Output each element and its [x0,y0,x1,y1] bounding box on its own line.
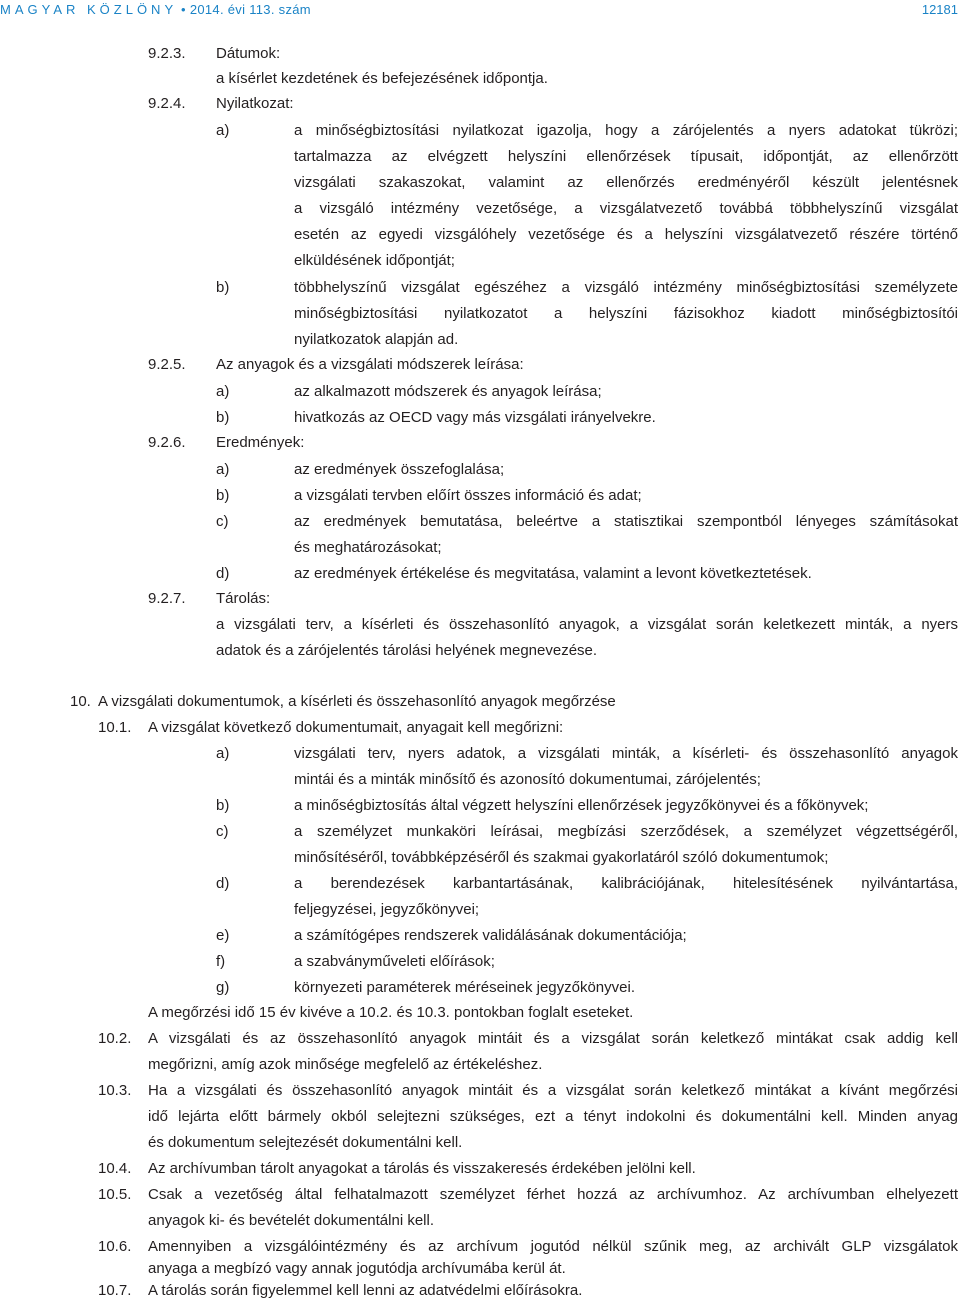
paragraph-line: anyaga a megbízó vagy annak jogutódja archívumába kerül át. [148,1260,566,1277]
paragraph-line: és meghatározásokat; [294,539,442,556]
paragraph-line: a számítógépes rendszerek validálásának dokumentációja; [294,927,687,944]
section-title: Dátumok: [216,45,281,62]
paragraph-line: a minőségbiztosítási nyilatkozat igazolja, hogy a zárójelentés a nyers adatokat tükrözi; [294,122,958,139]
paragraph-line: és dokumentum selejtezését dokumentálni kell. [148,1134,463,1151]
section-number: 10.5. [98,1186,132,1203]
paragraph-line: Ha a vizsgálati és összehasonlító anyagok mintáit és a vizsgálat során keletkező mintákat a kívánt megőrzési [148,1082,958,1099]
paragraph-line: a vizsgálati terv, a kísérleti és összehasonlító anyagok, a vizsgálat során keletkezett minták, a nyers [216,616,958,633]
section-number: 10.2. [98,1030,132,1047]
section-title: A vizsgálati dokumentumok, a kísérleti és összehasonlító anyagok megőrzése [98,693,616,710]
section-number: 10.7. [98,1282,132,1299]
section-number: 9.2.6. [148,434,186,451]
item-marker: c) [216,513,229,530]
note-line: A megőrzési idő 15 év kivéve a 10.2. és 10.3. pontokban foglalt eseteket. [148,1004,634,1021]
paragraph-line: anyagok ki- és bevételét dokumentálni kell. [148,1212,434,1229]
section-number: 9.2.3. [148,45,186,62]
section-number: 10.3. [98,1082,132,1099]
item-marker: a) [216,745,230,762]
paragraph-line: tartalmazza az elvégzett helyszíni ellenőrzések típusait, időpontját, az ellenőrzött [294,148,958,165]
paragraph-line: feljegyzései, jegyzőkönyvei; [294,901,480,918]
paragraph-line: A tárolás során figyelemmel kell lenni az adatvédelmi előírásokra. [148,1282,583,1299]
paragraph-line: a vizsgálati tervben előírt összes információ és adat; [294,487,642,504]
item-marker: d) [216,875,230,892]
section-number: 9.2.7. [148,590,186,607]
paragraph-line: az eredmények értékelése és megvitatása, valamint a levont következtetések. [294,565,812,582]
paragraph-line: többhelyszínű vizsgálat egészéhez a vizsgáló intézmény minőségbiztosítási személyzete [294,279,958,296]
paragraph-line: Csak a vezetőség által felhatalmazott személyzet férhet hozzá az archívumhoz. Az archívumban elhelyezett [148,1186,958,1203]
item-marker: g) [216,979,230,996]
header-bullet: • [181,2,186,17]
paragraph-line: a vizsgáló intézmény vezetősége, a vizsgálatvezető továbbá többhelyszínű vizsgálat [294,200,958,217]
paragraph-line: az eredmények összefoglalása; [294,461,505,478]
item-marker: b) [216,487,230,504]
item-marker: b) [216,279,230,296]
section-title: Tárolás: [216,590,271,607]
journal-title: MAGYAR KÖZLÖNY [0,2,178,17]
item-marker: a) [216,383,230,400]
paragraph-line: az eredmények bemutatása, beleértve a statisztikai szempontból lényeges számításokat [294,513,958,530]
paragraph-line: A vizsgálati és az összehasonlító anyagok mintáit és a vizsgálat során keletkező mintákat csak addig kell [148,1030,958,1047]
page-header [0,0,960,22]
paragraph-line: a kísérlet kezdetének és befejezésének időpontja. [216,70,548,87]
paragraph-line: megőrizni, amíg azok minősége megfelelő az értékeléshez. [148,1056,543,1073]
paragraph-line: mintái és a minták minősítő és azonosító dokumentumai, zárójelentés; [294,771,761,788]
paragraph-line: vizsgálati terv, nyers adatok, a vizsgálati minták, a kísérleti- és összehasonlító anyagok [294,745,958,762]
item-marker: e) [216,927,230,944]
paragraph-line: a berendezések karbantartásának, kalibrációjának, hitelesítésének nyilvántartása, [294,875,958,892]
paragraph-line: a minőségbiztosítás által végzett helyszíni ellenőrzések jegyzőkönyvei és a főkönyvek; [294,797,869,814]
paragraph-line: elküldésének időpontját; [294,252,455,269]
item-marker: c) [216,823,229,840]
issue-label: 2014. évi 113. szám [189,2,311,17]
paragraph-line: a személyzet munkaköri leírásai, megbízási szerződések, a személyzet végzettségéről, [294,823,958,840]
section-title: Az anyagok és a vizsgálati módszerek leírása: [216,356,524,373]
section-number: 9.2.5. [148,356,186,373]
section-number: 10.1. [98,719,132,736]
page-number: 12181 [921,2,958,17]
item-marker: b) [216,797,230,814]
paragraph-line: esetén az egyedi vizsgálóhely vezetősége és a helyszíni vizsgálatvezető részére történő [294,226,958,243]
section-number: 9.2.4. [148,95,186,112]
item-marker: a) [216,122,230,139]
section-number: 10.6. [98,1238,132,1255]
item-marker: f) [216,953,226,970]
item-marker: b) [216,409,230,426]
paragraph-line: nyilatkozatok alapján ad. [294,331,459,348]
paragraph-line: adatok és a zárójelentés tárolási helyének megnevezése. [216,642,598,659]
section-number: 10. [70,693,91,710]
paragraph-line: vizsgálati szakaszokat, valamint az ellenőrzés eredményéről készült jelentésnek [294,174,958,191]
section-title: A vizsgálat következő dokumentumait, anyagait kell megőrizni: [148,719,564,736]
item-marker: d) [216,565,230,582]
section-number: 10.4. [98,1160,132,1177]
section-title: Nyilatkozat: [216,95,294,112]
paragraph-line: hivatkozás az OECD vagy más vizsgálati irányelvekre. [294,409,656,426]
paragraph-line: Amennyiben a vizsgálóintézmény és az archívum jogutód nélkül szűnik meg, az archivált GLP vizsgálatok [148,1238,958,1255]
paragraph-line: Az archívumban tárolt anyagokat a tárolás és visszakeresés érdekében jelölni kell. [148,1160,696,1177]
paragraph-line: az alkalmazott módszerek és anyagok leírása; [294,383,602,400]
section-title: Eredmények: [216,434,305,451]
header-left [0,2,311,17]
paragraph-line: idő lejárta előtt bármely okból selejtezni szükséges, ezt a tényt indokolni és dokumentálni kell. Minden anyag [148,1108,958,1125]
paragraph-line: a szabványműveleti előírások; [294,953,495,970]
paragraph-line: környezeti paraméterek méréseinek jegyzőkönyvei. [294,979,635,996]
item-marker: a) [216,461,230,478]
paragraph-line: minőségbiztosítási nyilatkozatot a helyszíni fázisokhoz kiadott minőségbiztosítói [294,305,958,322]
paragraph-line: minősítéséről, továbbképzéséről és szakmai gyakorlatáról szóló dokumentumok; [294,849,829,866]
